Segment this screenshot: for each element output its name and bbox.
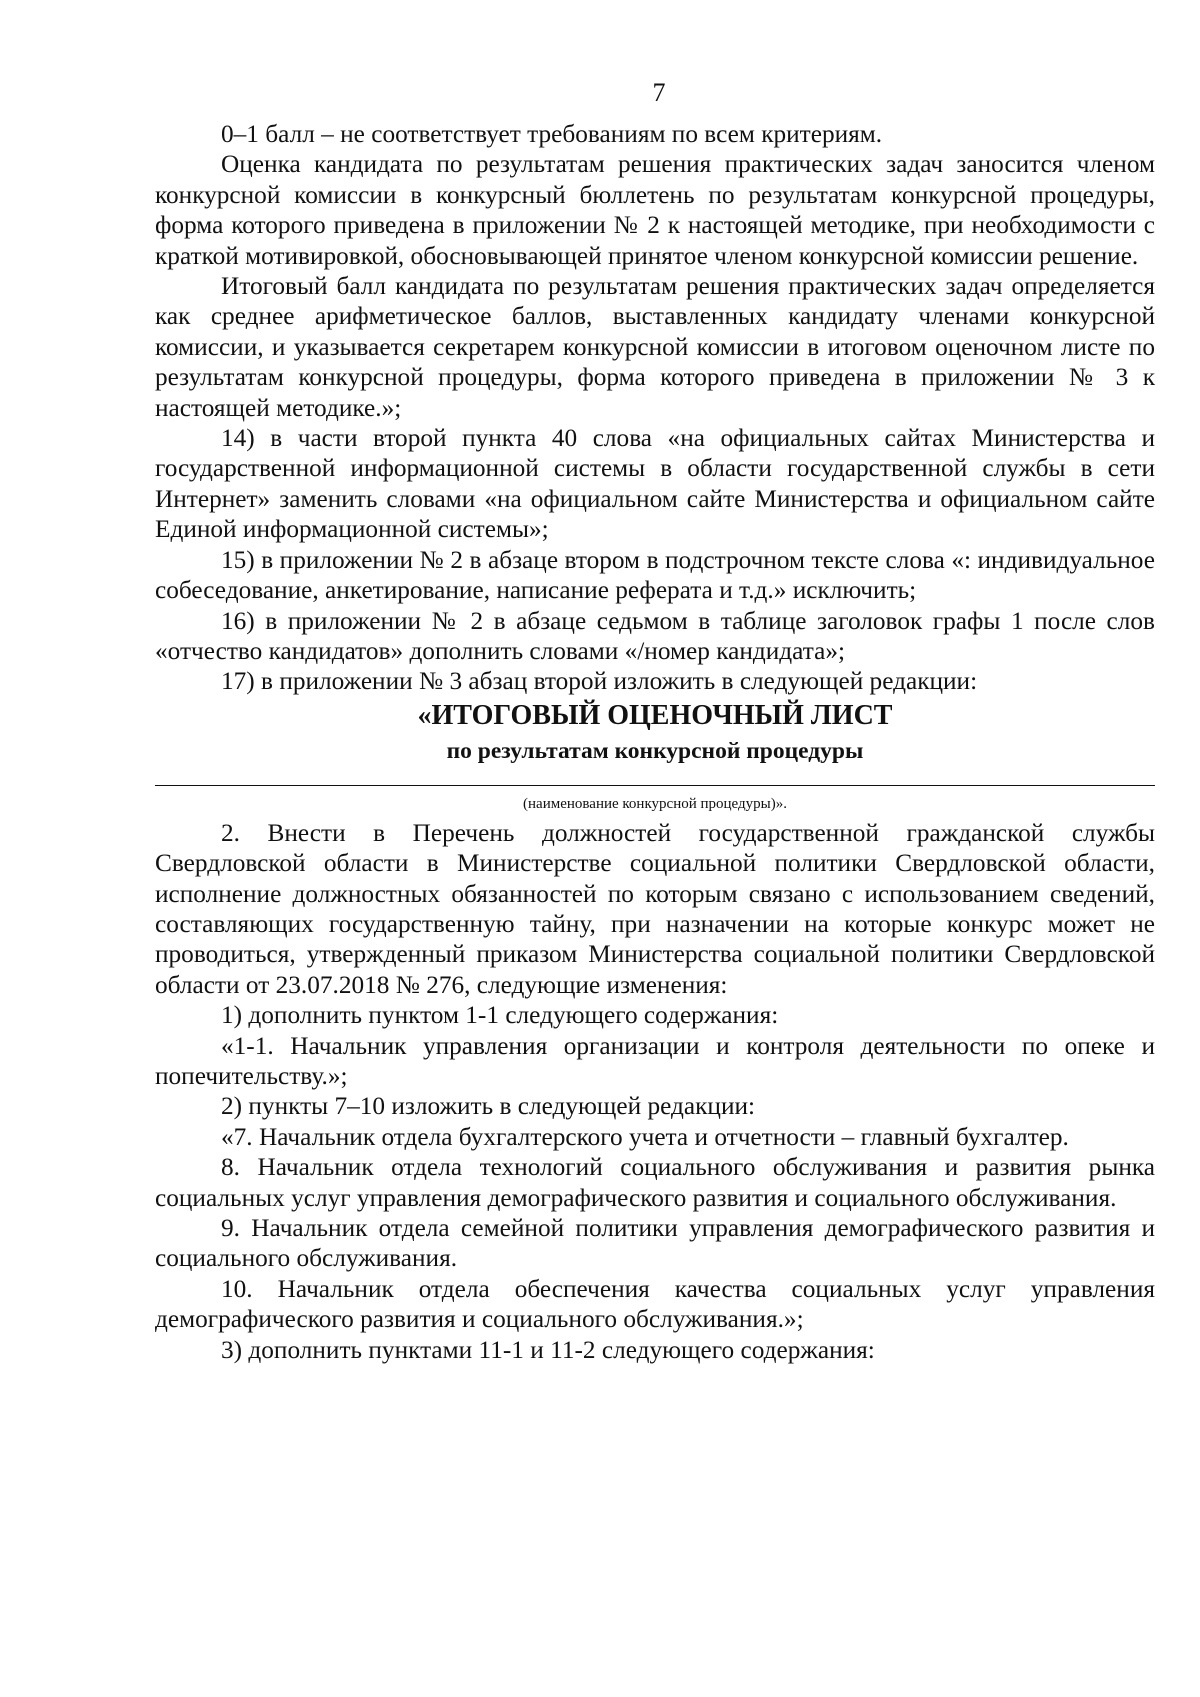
form-title: «ИТОГОВЫЙ ОЦЕНОЧНЫЙ ЛИСТ	[417, 699, 893, 731]
paragraph-final-score: Итоговый балл кандидата по результатам решения практических задач определяется как среднее арифметическое баллов, выставленных кандидату членами конкурсной комиссии, и указывается секретарем конкурсной комиссии в итоговом оценочном листе по результатам конкурсной процедуры, форма которого приведена в приложении № 3 к настоящей методике.»;	[155, 272, 1155, 422]
paragraph-section-2: 2. Внести в Перечень должностей государственной гражданской службы Свердловской области в Министерстве социальной политики Свердловской области, исполнение должностных обязанностей по которым связано с использованием сведений, составляющих государственную тайну, при назначении на которые конкурс может не проводиться, утвержденный приказом Министерства социальной политики Свердловской области от 23.07.2018 № 276, следующие изменения:	[155, 818, 1155, 999]
fill-in-caption: (наименование конкурсной процедуры)».	[523, 795, 787, 812]
form-subtitle: по результатам конкурсной процедуры	[446, 737, 864, 764]
paragraph-sub-2: 2) пункты 7–10 изложить в следующей редакции:	[221, 1092, 756, 1121]
paragraph-item-1-1: «1-1. Начальник управления организации и контроля деятельности по опеке и попечительству.»;	[155, 1031, 1155, 1090]
paragraph-item-14: 14) в части второй пункта 40 слова «на официальных сайтах Министерства и государственной информационной системы в области государственной службы в сети Интернет» заменить словами «на официальном сайте Министерства и официальном сайте Единой информационной системы»;	[155, 424, 1155, 544]
paragraph-sub-3: 3) дополнить пунктами 11-1 и 11-2 следующего содержания:	[221, 1335, 875, 1364]
paragraph-item-16: 16) в приложении № 2 в абзаце седьмом в таблице заголовок графы 1 после слов «отчество кандидатов» дополнить словами «/номер кандидата»;	[155, 606, 1155, 665]
page-number: 7	[652, 78, 666, 107]
paragraph-item-15: 15) в приложении № 2 в абзаце втором в подстрочном тексте слова «: индивидуальное собеседование, анкетирование, написание реферата и т.д.» исключить;	[155, 545, 1155, 605]
document-body	[155, 119, 1155, 1365]
paragraph-item-9: 9. Начальник отдела семейной политики управления демографического развития и социального обслуживания.	[155, 1214, 1155, 1273]
paragraph-score-criteria: 0–1 балл – не соответствует требованиям по всем критериям.	[221, 120, 883, 148]
fill-in-line	[155, 785, 1155, 786]
paragraph-item-10: 10. Начальник отдела обеспечения качества социальных услуг управления демографического развития и социального обслуживания.»;	[155, 1274, 1155, 1334]
paragraph-item-8: 8. Начальник отдела технологий социального обслуживания и развития рынка социальных услуг управления демографического развития и социального обслуживания.	[155, 1153, 1155, 1212]
paragraph-sub-1: 1) дополнить пунктом 1-1 следующего содержания:	[221, 1001, 779, 1030]
paragraph-item-17: 17) в приложении № 3 абзац второй изложить в следующей редакции:	[221, 667, 978, 696]
paragraph-candidate-assessment: Оценка кандидата по результатам решения практических задач заносится членом конкурсной комиссии в конкурсный бюллетень по результатам конкурсной процедуры, форма которого приведена в приложении № 2 к настоящей методике, при необходимости с краткой мотивировкой, обосновывающей принятое членом конкурсной комиссии решение.	[155, 150, 1155, 270]
paragraph-item-7: «7. Начальник отдела бухгалтерского учета и отчетности – главный бухгалтер.	[221, 1122, 1069, 1151]
